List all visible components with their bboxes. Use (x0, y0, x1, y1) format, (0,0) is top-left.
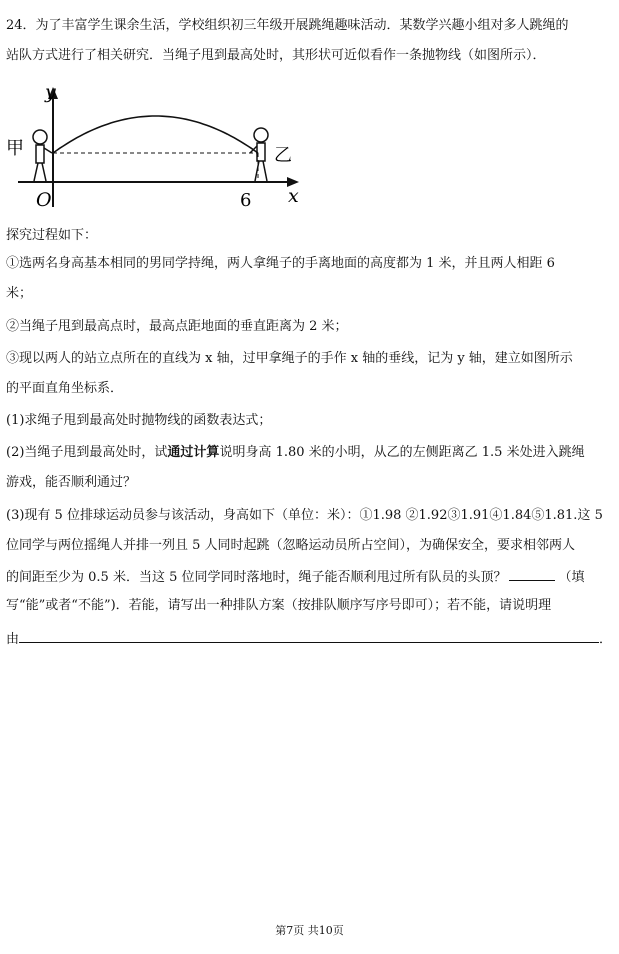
part-3-line-3-tail: （填 (558, 570, 585, 585)
part-3-line-5-tail: ． (599, 632, 613, 647)
x-tick-label-6: 6 (240, 190, 252, 211)
part-3-line-2: 位同学与两位摇绳人并排一列且 5 人同时起跳（忽略运动员所占空间），为确保安全，要求相邻两人 (6, 538, 576, 553)
y-axis-label: y (45, 82, 56, 103)
x-axis-label: x (288, 185, 299, 207)
part-2-text-before: (2)当绳子甩到最高处时，试 (6, 445, 168, 460)
part-3-line-4: 写“能”或者“不能”)．若能，请写出一种排队方案（按排队顺序写序号即可）；若不能，请说明理 (6, 598, 552, 613)
part-3-line-1: (3)现有 5 位排球运动员参与该活动，身高如下（单位：米）：①1.98 ②1.92③1.91④1.84⑤1.81.这 5 (6, 508, 603, 523)
part-2-text-after: 说明身高 1.80 米的小明，从乙的左侧距离乙 1.5 米处进入跳绳 (219, 445, 585, 460)
step-1-line-1: ①选两名身高基本相同的男同学持绳，两人拿绳子的手离地面的高度都为 1 米，并且两人相距 6 (6, 256, 555, 271)
parabola-figure (6, 82, 306, 212)
question-line-2: 站队方式进行了相关研究．当绳子甩到最高处时，其形状可近似看作一条抛物线（如图所示）． (6, 48, 546, 63)
step-3-line-1: ③现以两人的站立点所在的直线为 x 轴，过甲拿绳子的手作 x 轴的垂线，记为 y 轴，建立如图所示 (6, 351, 573, 366)
person-a-icon (33, 130, 52, 181)
process-heading: 探究过程如下： (6, 228, 98, 243)
person-b-label: 乙 (274, 145, 292, 166)
part-3-line-3-text: 的间距至少为 0.5 米．当这 5 位同学同时落地时，绳子能否顺利甩过所有队员的头顶？ (6, 570, 507, 585)
part-2-line-1 (6, 444, 613, 462)
step-1-line-2: 米； (6, 286, 33, 301)
part-3-line-5-text: 由 (6, 632, 20, 647)
answer-blank-long[interactable] (19, 629, 599, 643)
figure-svg (6, 82, 306, 212)
part-3-line-3 (6, 567, 613, 587)
page-footer: 第7页 共10页 (275, 924, 344, 937)
part-2-line-2: 游戏，能否顺利通过？ (6, 475, 137, 490)
part-3-line-5 (6, 629, 613, 649)
step-3-line-2: 的平面直角坐标系． (6, 381, 124, 396)
question-line-1: 24．为了丰富学生课余生活，学校组织初三年级开展跳绳趣味活动．某数学兴趣小组对多人跳绳的 (6, 18, 569, 33)
person-b-icon (250, 128, 268, 181)
parabola-rope (53, 116, 258, 153)
answer-blank-short[interactable] (509, 567, 555, 581)
part-2-bold-text: 通过计算 (167, 445, 220, 460)
step-2: ②当绳子甩到最高点时，最高点距地面的垂直距离为 2 米； (6, 319, 348, 334)
part-1: (1)求绳子甩到最高处时抛物线的函数表达式； (6, 413, 272, 428)
origin-label: O (36, 189, 52, 211)
person-a-label: 甲 (6, 138, 24, 159)
